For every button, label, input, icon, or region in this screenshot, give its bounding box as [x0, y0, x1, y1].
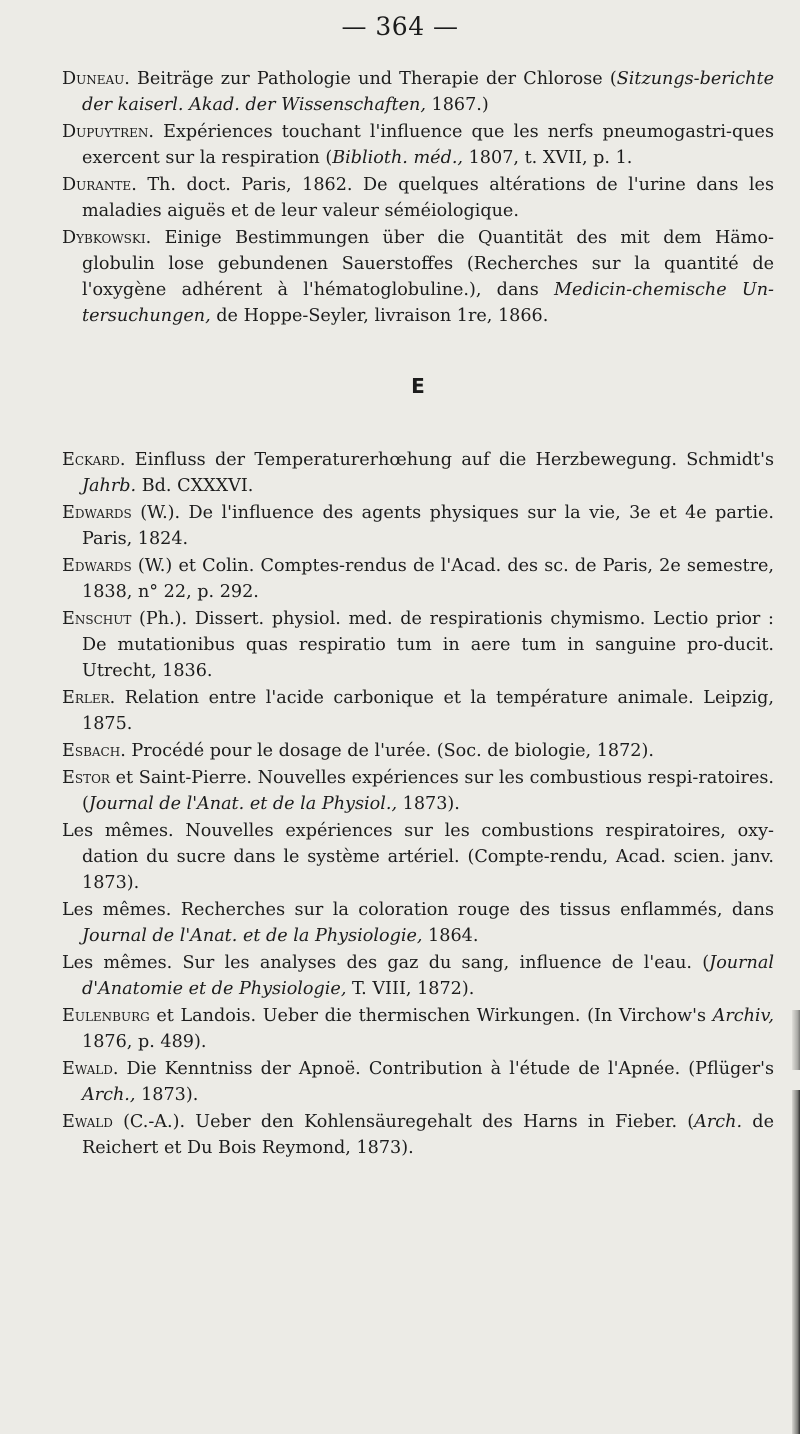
entry-author: Ewald — [62, 1059, 113, 1079]
entry-author: Eckard — [62, 450, 120, 470]
page-edge-shadow — [792, 1010, 800, 1070]
entry-text: (Ph.). Dissert. physiol. med. de respirationis chymismo. Lectio prior : De mutationibus quas respiratio tum in aere tum in sanguine pro-ducit. Utrecht, 1836. — [82, 609, 774, 681]
entry-source-title: Archiv, — [712, 1006, 774, 1026]
entry-source-title: Arch., — [82, 1085, 136, 1105]
entry-author: Dupuytren — [62, 122, 149, 142]
bibliography-entry — [62, 765, 774, 817]
entry-author: Duneau — [62, 69, 125, 89]
bibliography-content — [62, 66, 774, 1162]
bibliography-entry — [62, 500, 774, 552]
bibliography-entry — [62, 225, 774, 329]
entry-source-title: Journal de l'Anat. et de la Physiologie, — [82, 926, 423, 946]
entry-source-title: Medicin-chemische Un-tersuchungen, — [82, 280, 774, 326]
entry-text: . Procédé pour le dosage de l'urée. (Soc. de biologie, 1872). — [120, 741, 654, 761]
entry-author: Dybkowski — [62, 228, 146, 248]
entry-source-title: Jahrb. — [82, 476, 137, 496]
bibliography-entry — [62, 606, 774, 684]
bibliography-entry — [62, 553, 774, 605]
section-letter-heading: E — [411, 374, 425, 398]
section-d-entries — [62, 66, 774, 329]
entry-author: Erler — [62, 688, 110, 708]
entry-text: (W.). De l'influence des agents physiques sur la vie, 3e et 4e partie. Paris, 1824. — [82, 503, 774, 549]
section-e-entries — [62, 447, 774, 1161]
bibliography-entry — [62, 447, 774, 499]
entry-tail: 1867.) — [425, 95, 489, 115]
entry-author: Eulenburg — [62, 1006, 150, 1026]
entry-text: Les mêmes. Sur les analyses des gaz du sang, influence de l'eau. ( — [62, 953, 710, 973]
bibliography-entry — [62, 119, 774, 171]
entry-text: et Saint-Pierre. Nouvelles expériences sur les combustious respi-ratoires. ( — [82, 768, 774, 814]
entry-text: . Th. doct. Paris, 1862. De quelques altérations de l'urine dans les maladies aiguës et de leur valeur séméiologique. — [82, 175, 774, 221]
entry-text: . Expériences touchant l'influence que les nerfs pneumogastri-ques exercent sur la respiration ( — [82, 122, 774, 168]
entry-tail: 1876, p. 489). — [82, 1032, 207, 1052]
entry-text: (C.-A.). Ueber den Kohlensäuregehalt des Harns in Fieber. ( — [112, 1112, 695, 1132]
bibliography-entry — [62, 1003, 774, 1055]
entry-text: . Beiträge zur Pathologie und Therapie der Chlorose ( — [124, 69, 617, 89]
entry-tail: Bd. CXXXVI. — [136, 476, 254, 496]
entry-tail: 1873). — [135, 1085, 199, 1105]
entry-author: Edwards — [62, 556, 132, 576]
entry-text: et Landois. Ueber die thermischen Wirkungen. (In Virchow's — [149, 1006, 713, 1026]
entry-source-title: Journal d'Anatomie et de Physiologie, — [82, 953, 774, 999]
entry-source-title: Journal de l'Anat. et de la Physiol., — [88, 794, 398, 814]
bibliography-entry — [62, 950, 774, 1002]
bibliography-entry — [62, 1056, 774, 1108]
entry-tail: 1864. — [422, 926, 479, 946]
entry-tail: 1807, t. XVII, p. 1. — [463, 148, 633, 168]
entry-author: Estor — [62, 768, 110, 788]
bibliography-entry — [62, 897, 774, 949]
entry-text: (W.) et Colin. Comptes-rendus de l'Acad. des sc. de Paris, 2e semestre, 1838, n° 22, p. 292. — [82, 556, 774, 602]
entry-author: Durante — [62, 175, 132, 195]
entry-tail: de Hoppe-Seyler, livraison 1re, 1866. — [210, 306, 549, 326]
bibliography-entry — [62, 66, 774, 118]
entry-tail: 1873). — [397, 794, 460, 814]
entry-source-title: Sitzungs-berichte der kaiserl. Akad. der Wissenschaften, — [82, 69, 774, 115]
bibliography-entry — [62, 818, 774, 896]
bibliography-entry — [62, 738, 774, 764]
entry-text: . Die Kenntniss der Apnoë. Contribution à l'étude de l'Apnée. (Pflüger's — [112, 1059, 774, 1079]
entry-tail: T. VIII, 1872). — [346, 979, 475, 999]
entry-text: Les mêmes. Nouvelles expériences sur les combustions respiratoires, oxy-dation du sucre dans le système artériel. (Compte-rendu, Acad. scien. janv. 1873). — [62, 821, 774, 893]
entry-text: . Einige Bestimmungen über die Quantität des mit dem Hämo-globulin lose gebundenen Sauerstoffes (Recherches sur la quantité de l'oxygène adhérent à l'hématoglobuline.), dans — [82, 228, 774, 300]
entry-source-title: Arch. — [694, 1112, 743, 1132]
entry-text: Les mêmes. Recherches sur la coloration rouge des tissus enflammés, dans — [62, 900, 774, 920]
bibliography-entry — [62, 685, 774, 737]
entry-tail: de Reichert et Du Bois Reymond, 1873). — [82, 1112, 774, 1158]
page-number: — 364 — — [341, 12, 459, 41]
entry-author: Enschut — [62, 609, 132, 629]
entry-text: . Relation entre l'acide carbonique et la température animale. Leipzig, 1875. — [82, 688, 774, 734]
entry-author: Ewald — [62, 1112, 113, 1132]
entry-source-title: Biblioth. méd., — [332, 148, 464, 168]
bibliography-entry — [62, 1109, 774, 1161]
page-edge-shadow — [792, 1090, 800, 1434]
entry-text: . Einfluss der Temperaturerhœhung auf die Herzbewegung. Schmidt's — [119, 450, 774, 470]
entry-author: Edwards — [62, 503, 132, 523]
bibliography-entry — [62, 172, 774, 224]
entry-author: Esbach — [62, 741, 121, 761]
